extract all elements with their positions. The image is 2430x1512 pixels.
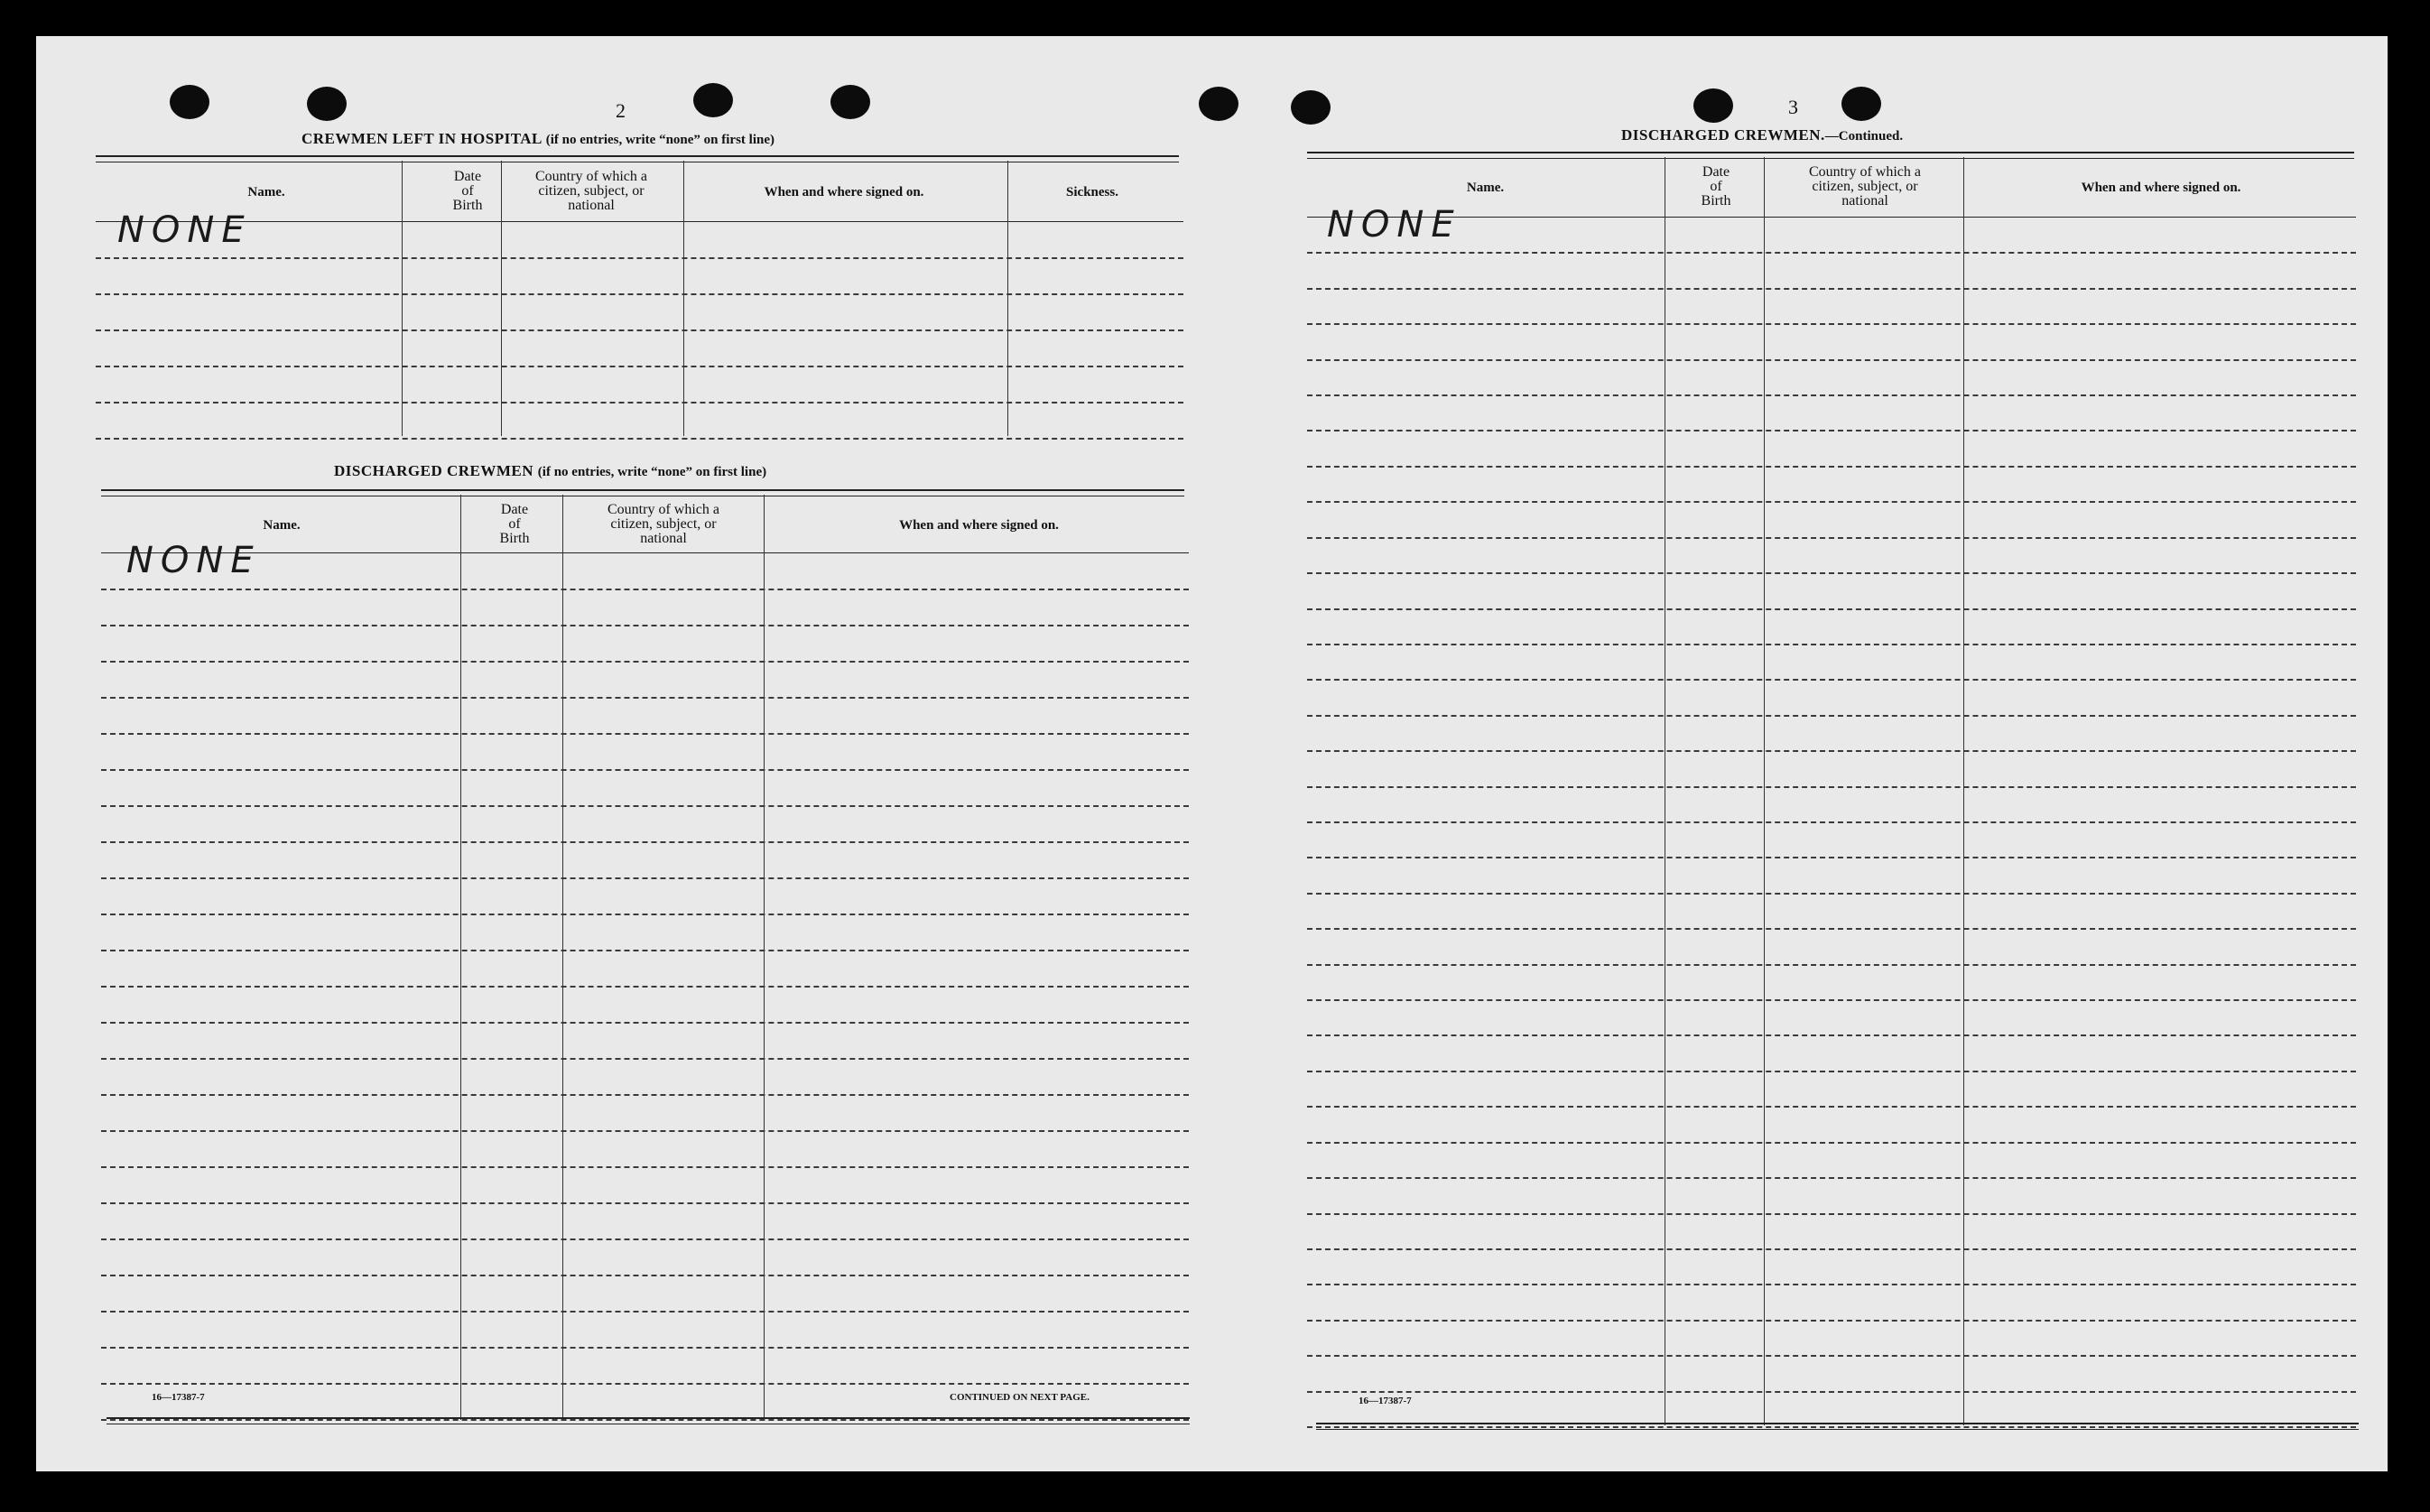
ruled-line <box>1307 1177 2356 1179</box>
header-date-of-birth: Date of Birth <box>1701 164 1731 209</box>
ruled-line <box>1307 750 2356 752</box>
ruled-line <box>101 769 1189 771</box>
page-number: 3 <box>1788 96 1798 118</box>
ruled-line <box>1307 857 2356 858</box>
hospital-section-title: CREWMEN LEFT IN HOSPITAL (if no entries, write “none” on first line) <box>301 130 774 147</box>
ruled-line <box>1307 821 2356 823</box>
header-name: Name. <box>1466 181 1505 195</box>
ruled-line <box>101 950 1189 951</box>
header-country: Country of which a citizen, subject, or national <box>1809 164 1921 209</box>
header-country: Country of which a citizen, subject, or national <box>608 502 719 546</box>
right-page <box>1201 36 2388 1471</box>
ruled-line <box>1307 1320 2356 1322</box>
ruled-line <box>101 986 1189 988</box>
ruled-line <box>1307 359 2356 361</box>
double-rule <box>107 1417 1190 1424</box>
handwritten-none: NONE <box>1327 204 1461 246</box>
header-country: Country of which a citizen, subject, or national <box>535 169 647 213</box>
ruled-line <box>96 438 1183 440</box>
ruled-line <box>1307 1071 2356 1072</box>
ruled-line <box>1307 893 2356 895</box>
ruled-line <box>1307 466 2356 468</box>
ruled-line <box>101 625 1189 626</box>
ruled-line <box>1307 999 2356 1001</box>
ruled-line <box>101 1058 1189 1060</box>
header-when-where: When and where signed on. <box>2081 181 2241 195</box>
left-page <box>36 36 1201 1471</box>
punch-hole <box>830 85 870 119</box>
punch-hole <box>693 83 733 117</box>
ruled-line <box>101 841 1189 843</box>
ruled-line <box>101 1202 1189 1204</box>
ruled-line <box>1307 644 2356 645</box>
discharged-continued-title: DISCHARGED CREWMEN.—Continued. <box>1621 126 1904 144</box>
ruled-line <box>1307 1213 2356 1215</box>
ruled-line <box>96 366 1183 367</box>
double-rule <box>1316 1423 2359 1430</box>
discharged-row-lines <box>101 552 1189 1419</box>
ruled-line <box>1307 501 2356 503</box>
ruled-line <box>101 1311 1189 1313</box>
header-date-of-birth: Date of Birth <box>499 502 530 546</box>
ruled-line <box>101 661 1189 663</box>
ruled-line <box>1307 572 2356 574</box>
ruled-line <box>1307 1034 2356 1036</box>
ruled-line <box>1307 928 2356 930</box>
ruled-line <box>101 1166 1189 1168</box>
ruled-line <box>1307 1355 2356 1357</box>
ruled-line <box>1307 1248 2356 1250</box>
ruled-line <box>1307 537 2356 539</box>
handwritten-none: NONE <box>117 209 252 251</box>
punch-hole <box>170 85 209 119</box>
punch-hole <box>1199 87 1238 121</box>
ruled-line <box>1307 288 2356 290</box>
ruled-line <box>101 1022 1189 1024</box>
form-number: 16—17387-7 <box>1359 1396 1412 1406</box>
discharged-section-title: DISCHARGED CREWMEN (if no entries, write “none” on first line) <box>334 462 767 479</box>
punch-hole <box>1693 88 1733 123</box>
header-name: Name. <box>263 518 301 533</box>
header-date-of-birth: Date of Birth <box>452 169 483 213</box>
ruled-line <box>1307 323 2356 325</box>
hospital-row-lines <box>96 221 1183 438</box>
punch-hole <box>307 87 347 121</box>
header-sickness: Sickness. <box>1066 185 1118 199</box>
header-when-where: When and where signed on. <box>899 518 1059 533</box>
handwritten-none: NONE <box>126 540 261 581</box>
ruled-line <box>1307 394 2356 396</box>
double-rule <box>96 155 1179 162</box>
ruled-line <box>96 293 1183 295</box>
ruled-line <box>101 1275 1189 1276</box>
ruled-line <box>101 1238 1189 1240</box>
ruled-line <box>101 1383 1189 1385</box>
ruled-line <box>101 877 1189 879</box>
header-name: Name. <box>247 185 285 199</box>
ruled-line <box>1307 679 2356 681</box>
ruled-line <box>1307 608 2356 610</box>
punch-hole <box>1291 90 1331 125</box>
document-sheet <box>36 36 2388 1471</box>
ruled-line <box>1307 1142 2356 1144</box>
ruled-line <box>101 697 1189 699</box>
header-when-where: When and where signed on. <box>764 185 924 199</box>
ruled-line <box>96 257 1183 259</box>
continued-note: CONTINUED ON NEXT PAGE. <box>950 1392 1090 1403</box>
ruled-line <box>101 733 1189 735</box>
discharged-continued-row-lines <box>1307 217 2356 1426</box>
punch-hole <box>1841 87 1881 121</box>
ruled-line <box>1307 786 2356 788</box>
ruled-line <box>101 805 1189 807</box>
ruled-line <box>101 589 1189 590</box>
ruled-line <box>101 914 1189 915</box>
ruled-line <box>1307 1391 2356 1393</box>
page-number: 2 <box>616 99 626 122</box>
ruled-line <box>1307 964 2356 966</box>
ruled-line <box>1307 430 2356 431</box>
ruled-line <box>101 1094 1189 1096</box>
ruled-line <box>96 402 1183 404</box>
double-rule <box>101 489 1184 496</box>
ruled-line <box>101 1130 1189 1132</box>
ruled-line <box>1307 1106 2356 1108</box>
ruled-line <box>101 1347 1189 1349</box>
form-number: 16—17387-7 <box>152 1392 205 1403</box>
ruled-line <box>96 329 1183 331</box>
ruled-line <box>1307 252 2356 254</box>
ruled-line <box>1307 715 2356 717</box>
double-rule <box>1307 152 2354 159</box>
ruled-line <box>1307 1284 2356 1285</box>
